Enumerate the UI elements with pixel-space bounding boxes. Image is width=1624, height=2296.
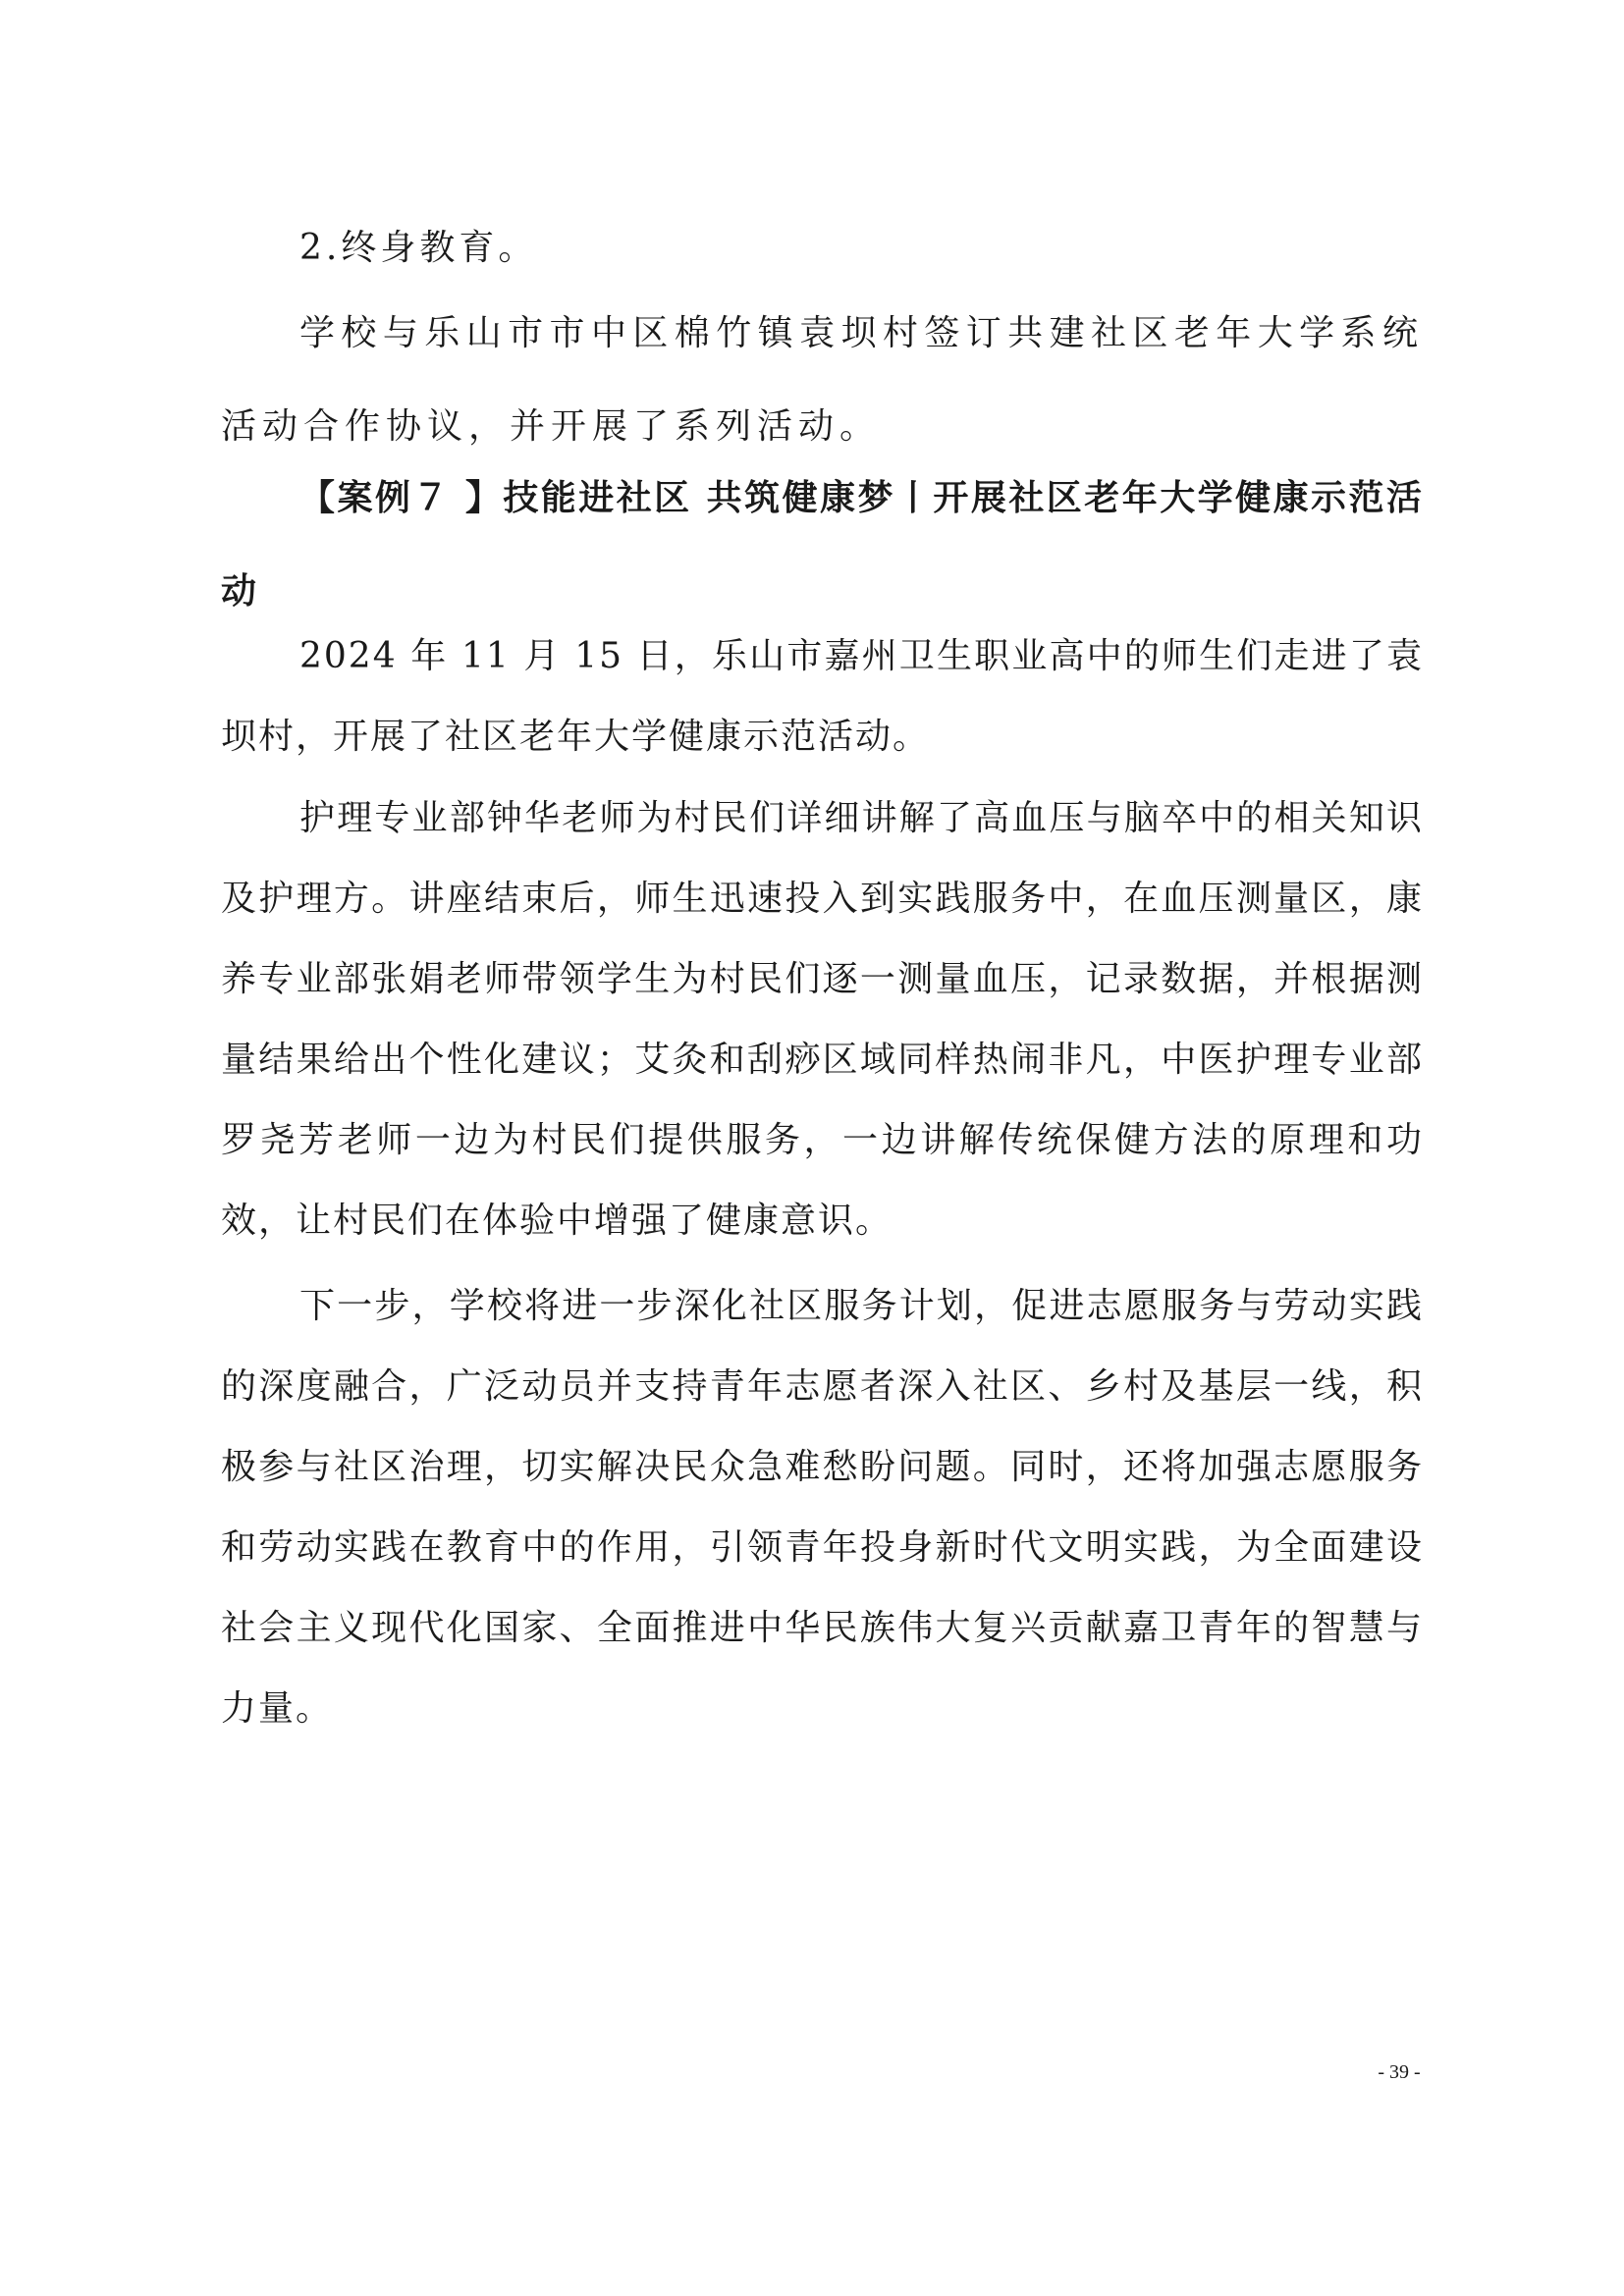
page-number: - 39 - <box>1378 2061 1421 2083</box>
body-paragraph: 下一步，学校将进一步深化社区服务计划，促进志愿服务与劳动实践的深度融合，广泛动员并支持青年志愿者深入社区、乡村及基层一线，积极参与社区治理，切实解决民众急难愁盼问题。同时，还将加强志愿服务和劳动实践在教育中的作用，引领青年投身新时代文明实践，为全面建设社会主义现代化国家、全面推进中华民族伟大复兴贡献嘉卫青年的智慧与力量。 <box>221 1286 1424 1729</box>
body-paragraph: 2024 年 11 月 15 日，乐山市嘉州卫生职业高中的师生们走进了袁坝村，开展了社区老年大学健康示范活动。 <box>221 636 1424 757</box>
case-title: 【案例７ 】技能进社区 共筑健康梦丨开展社区老年大学健康示范活动 <box>221 478 1424 612</box>
body-paragraph: 护理专业部钟华老师为村民们详细讲解了高血压与脑卒中的相关知识及护理方。讲座结束后，师生迅速投入到实践服务中，在血压测量区，康养专业部张娟老师带领学生为村民们逐一测量血压，记录数据，并根据测量结果给出个性化建议；艾灸和刮痧区域同样热闹非凡，中医护理专业部罗尧芳老师一边为村民们提供服务，一边讲解传统保健方法的原理和功效，让村民们在体验中增强了健康意识。 <box>221 798 1424 1241</box>
intro-paragraph: 学校与乐山市市中区棉竹镇袁坝村签订共建社区老年大学系统活动合作协议，并开展了系列活动。 <box>221 313 1424 447</box>
section-heading: 2.终身教育。 <box>299 228 538 268</box>
